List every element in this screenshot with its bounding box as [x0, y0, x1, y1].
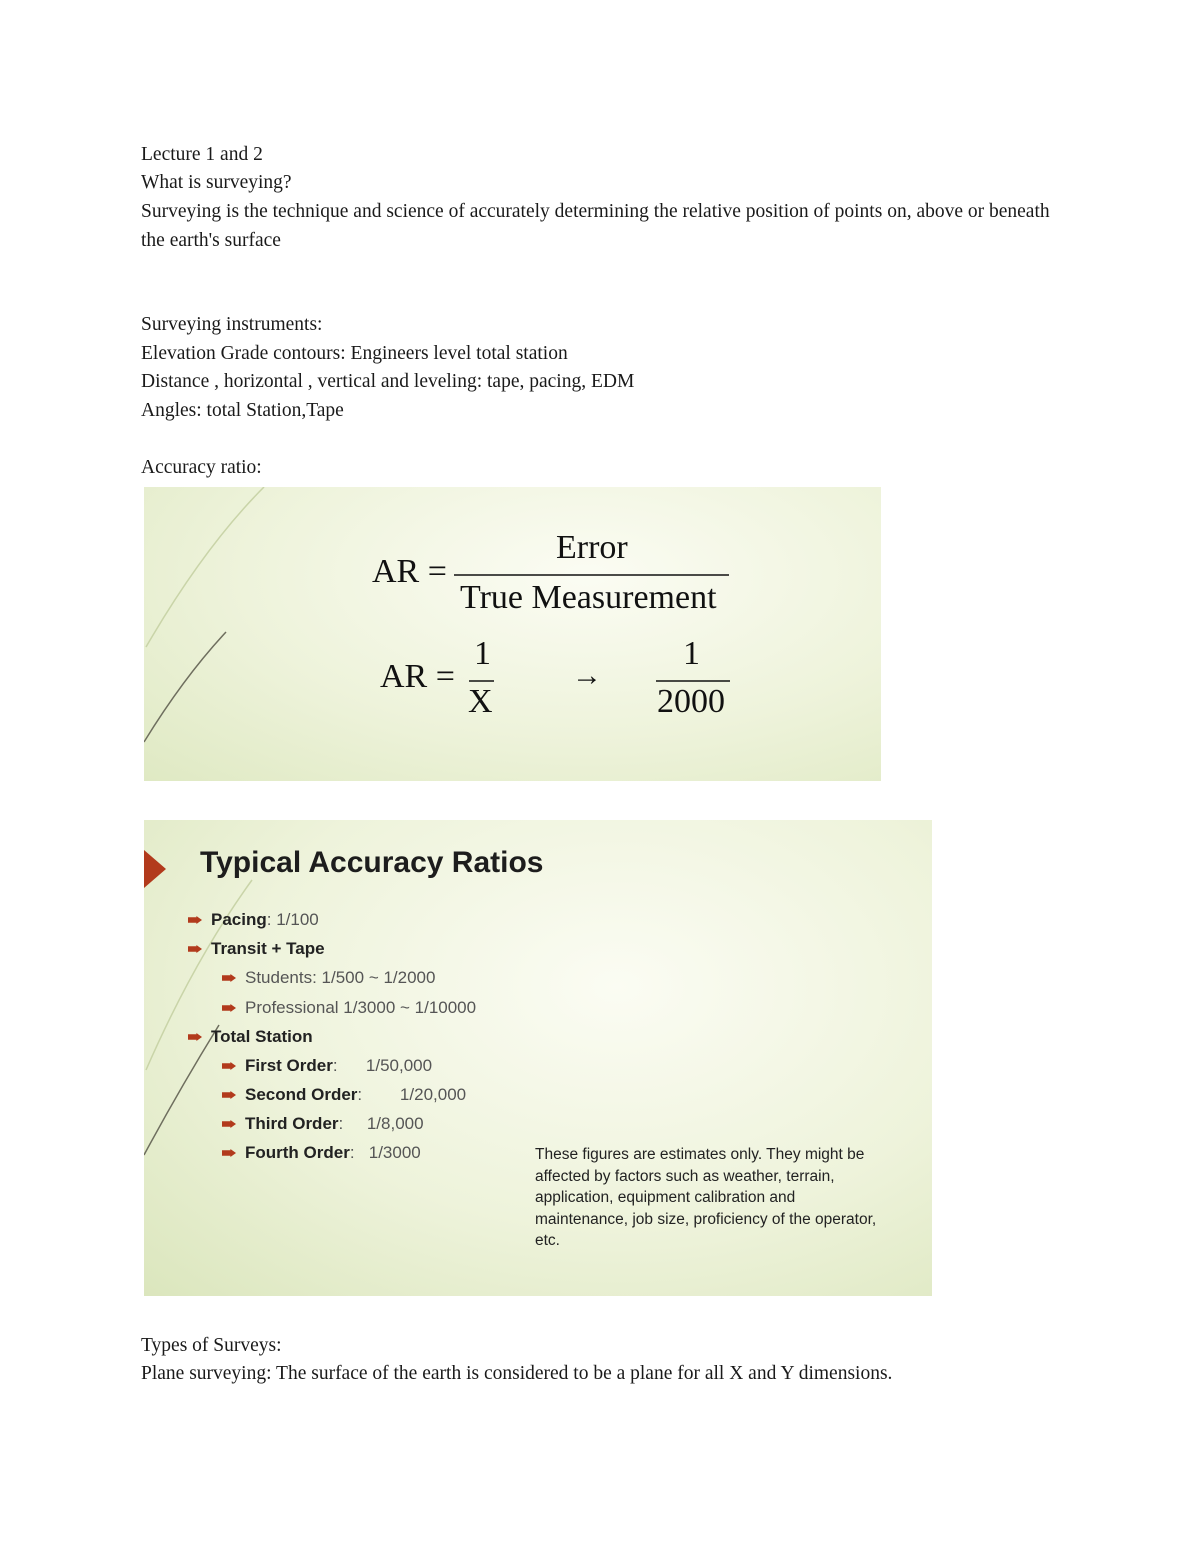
question-heading: What is surveying?: [141, 172, 292, 193]
numerator-one: 1: [474, 635, 491, 672]
bullet-arrow-icon: [222, 974, 236, 982]
lecture-title: Lecture 1 and 2: [141, 144, 263, 165]
denominator-x: X: [468, 683, 493, 720]
list-item-professional: Professional 1/3000 ~ 1/10000: [222, 998, 476, 1018]
definition-text: Surveying is the technique and science of accurately determining the relative position of points on, above or beneath the earth's surface: [141, 201, 1050, 251]
ar-label-2: AR =: [380, 658, 455, 695]
typical-accuracy-ratios-slide: [144, 820, 932, 1296]
instruments-heading: Surveying instruments:: [141, 314, 323, 335]
bullet-arrow-icon: [222, 1004, 236, 1012]
bullet-arrow-icon: [222, 1149, 236, 1157]
plane-surveying-text: Plane surveying: The surface of the earth is considered to be a plane for all X and Y dimensions.: [141, 1363, 893, 1384]
instrument-item-elevation: Elevation Grade contours: Engineers level total station: [141, 343, 568, 364]
arrow-icon: →: [572, 659, 602, 692]
bullet-arrow-icon: [222, 1120, 236, 1128]
list-item-pacing: Pacing: 1/100: [188, 910, 319, 930]
list-item-second-order: Second Order: 1/20,000: [222, 1085, 466, 1105]
denominator-2000: 2000: [657, 683, 725, 720]
denominator-true-measurement: True Measurement: [460, 579, 717, 616]
types-heading: Types of Surveys:: [141, 1335, 282, 1356]
list-item-students: Students: 1/500 ~ 1/2000: [222, 968, 435, 988]
bullet-arrow-icon: [222, 1091, 236, 1099]
title-arrow-icon: [144, 850, 166, 888]
list-item-first-order: First Order: 1/50,000: [222, 1056, 432, 1076]
bullet-arrow-icon: [188, 916, 202, 924]
numerator-error: Error: [556, 529, 628, 566]
ar-label-1: AR =: [372, 553, 447, 590]
instrument-item-distance: Distance , horizontal , vertical and leveling: tape, pacing, EDM: [141, 371, 635, 392]
list-item-total-station: Total Station: [188, 1027, 313, 1047]
accuracy-heading: Accuracy ratio:: [141, 457, 262, 478]
instrument-item-angles: Angles: total Station,Tape: [141, 400, 344, 421]
list-item-third-order: Third Order: 1/8,000: [222, 1114, 424, 1134]
list-item-transit: Transit + Tape: [188, 939, 325, 959]
bullet-arrow-icon: [188, 945, 202, 953]
numerator-one-b: 1: [683, 635, 700, 672]
bullet-arrow-icon: [188, 1033, 202, 1041]
slide-decoration: [144, 487, 881, 781]
accuracy-ratio-slide: [144, 487, 881, 781]
list-item-fourth-order: Fourth Order: 1/3000: [222, 1143, 421, 1163]
estimates-note: These figures are estimates only. They might be affected by factors such as weather, terrain, application, equipment calibration and maintenance, job size, proficiency of the operator, etc.: [535, 1146, 877, 1249]
slide-title: Typical Accuracy Ratios: [200, 846, 544, 879]
bullet-arrow-icon: [222, 1062, 236, 1070]
